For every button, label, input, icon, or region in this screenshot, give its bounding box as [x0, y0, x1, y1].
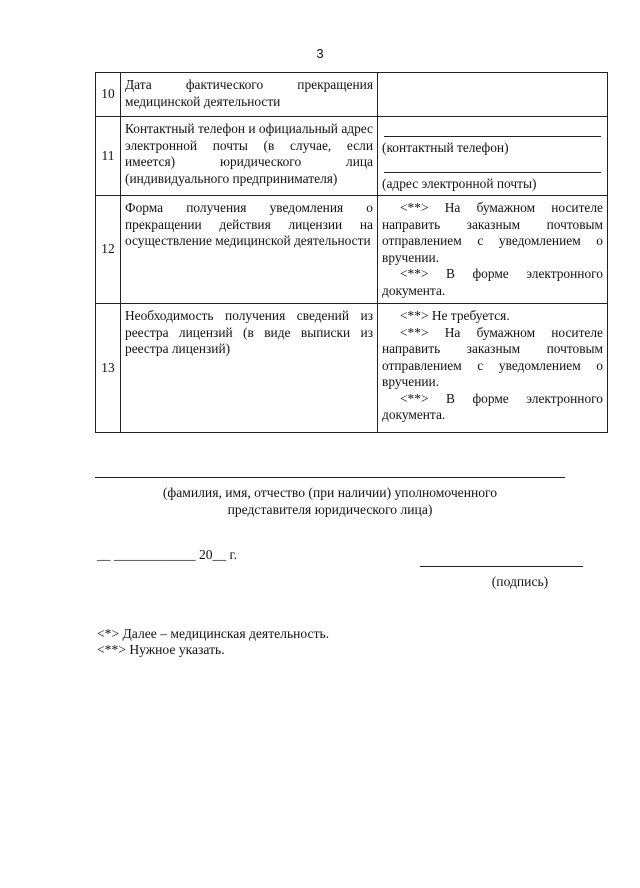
row-label: Контактный телефон и официальный адрес электронной почты (в случае, если имеется) юридического лица (индивидуального предпринимателя)	[121, 117, 378, 196]
footnote-2: <**> Нужное указать.	[97, 642, 225, 657]
representative-name-line[interactable]	[95, 477, 565, 478]
option-paper[interactable]: <**> На бумажном носителе направить заказным почтовым отправлением с уведомлением о вручении.	[382, 324, 603, 389]
email-field-line[interactable]	[384, 158, 601, 173]
row-number: 13	[96, 304, 121, 433]
signature-line[interactable]	[420, 566, 583, 567]
email-caption: (адрес электронной почты)	[382, 175, 537, 191]
row-number: 11	[96, 117, 121, 196]
option-electronic[interactable]: <**> В форме электронного документа.	[382, 390, 603, 422]
termination-date-field[interactable]	[378, 73, 608, 117]
registry-extract-options	[378, 304, 608, 433]
notification-form-options	[378, 196, 608, 304]
row-label: Необходимость получения сведений из реестра лицензий (в виде выписки из реестра лицензий)	[121, 304, 378, 433]
option-paper[interactable]: <**> На бумажном носителе направить заказным почтовым отправлением с уведомлением о вручении.	[382, 200, 603, 265]
row-number: 12	[96, 196, 121, 304]
table-row	[96, 73, 608, 117]
option-not-required[interactable]: <**> Не требуется.	[400, 308, 510, 323]
date-line[interactable]: __ ____________ 20__ г.	[97, 547, 237, 562]
row-number: 10	[96, 73, 121, 117]
table-row	[96, 117, 608, 196]
phone-caption: (контактный телефон)	[382, 140, 509, 155]
row-label: Форма получения уведомления о прекращении действия лицензии на осуществление медицинской деятельности	[121, 196, 378, 304]
footnote-1: <*> Далее – медицинская деятельность.	[97, 626, 330, 641]
page-number: 3	[316, 46, 324, 61]
table-row	[96, 196, 608, 304]
table-row	[96, 304, 608, 433]
notification-form-table	[95, 72, 608, 433]
representative-caption-2: представителя юридического лица)	[227, 502, 433, 517]
contacts-cell	[378, 117, 608, 196]
representative-caption-1: (фамилия, имя, отчество (при наличии) уполномоченного	[162, 485, 498, 500]
signature-caption: (подпись)	[491, 574, 549, 589]
phone-field-line[interactable]	[384, 122, 601, 137]
option-electronic[interactable]: <**> В форме электронного документа.	[382, 266, 603, 298]
row-label: Дата фактического прекращения медицинской деятельности	[121, 73, 378, 117]
